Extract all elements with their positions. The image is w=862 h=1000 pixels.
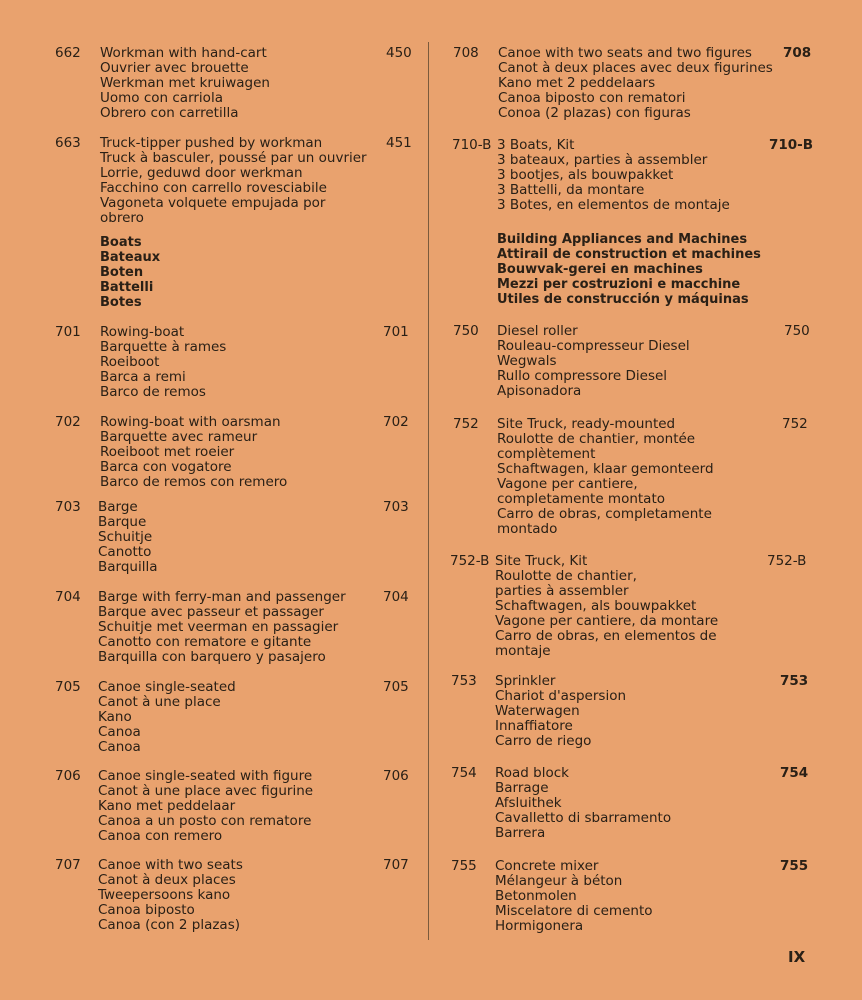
- desc-it: Canoa biposto con rematori: [498, 90, 686, 106]
- desc-fr: Rouleau-compresseur Diesel: [497, 338, 690, 354]
- desc-fr: Barque: [98, 514, 147, 530]
- desc-en: Diesel roller: [497, 323, 578, 339]
- desc-it: Barca con vogatore: [100, 459, 232, 475]
- item-code: 752: [453, 416, 479, 432]
- desc-nl: Schaftwagen, als bouwpakket: [495, 598, 697, 614]
- item-number: 704: [383, 589, 409, 605]
- item-code: 704: [55, 589, 81, 605]
- desc-it: Canoa a un posto con rematore: [98, 813, 312, 829]
- item-number: 703: [383, 499, 409, 515]
- item-descriptions: [497, 417, 714, 537]
- desc-en: Sprinkler: [495, 673, 556, 689]
- desc-en: Site Truck, Kit: [495, 553, 588, 569]
- item-number: 708: [783, 45, 812, 61]
- column-divider: [428, 42, 429, 940]
- item-code: 754: [451, 765, 477, 781]
- item-number: 450: [386, 45, 412, 61]
- item-descriptions: [98, 590, 346, 665]
- desc-nl: Tweepersoons kano: [98, 887, 231, 903]
- item-descriptions: [100, 136, 367, 226]
- desc-en: Canoe with two seats and two figures: [498, 45, 752, 61]
- item-code: 702: [55, 414, 81, 430]
- desc-nl: Kano met peddelaar: [98, 798, 236, 814]
- desc-nl: Kano: [98, 709, 132, 725]
- desc-fr: Chariot d'aspersion: [495, 688, 627, 704]
- desc-es-cont: obrero: [100, 210, 144, 226]
- desc-nl: Schuitje met veerman en passagier: [98, 619, 339, 635]
- item-descriptions: [495, 674, 626, 749]
- section-title-nl: Boten: [100, 265, 144, 280]
- desc-es: Barquilla: [98, 559, 158, 575]
- desc-fr-cont: parties à assembler: [495, 583, 629, 599]
- desc-fr: Roulotte de chantier,: [495, 568, 637, 584]
- item-number: 701: [383, 324, 409, 340]
- desc-it: Facchino con carrello rovesciabile: [100, 180, 327, 196]
- section-title-es: Botes: [100, 295, 142, 310]
- desc-fr: Barquette à rames: [100, 339, 227, 355]
- item-descriptions: [100, 325, 226, 400]
- desc-es: Carro de riego: [495, 733, 592, 749]
- desc-en: Barge with ferry-man and passenger: [98, 589, 346, 605]
- desc-nl: Schuitje: [98, 529, 153, 545]
- desc-nl: Wegwals: [497, 353, 557, 369]
- item-descriptions: [495, 859, 653, 934]
- desc-it: Uomo con carriola: [100, 90, 223, 106]
- desc-it: 3 Battelli, da montare: [497, 182, 645, 198]
- desc-nl: 3 bootjes, als bouwpakket: [497, 167, 674, 183]
- desc-nl: Waterwagen: [495, 703, 580, 719]
- item-code: 705: [55, 679, 81, 695]
- desc-it: Barca a remi: [100, 369, 186, 385]
- desc-fr: 3 bateaux, parties à assembler: [497, 152, 708, 168]
- desc-nl: Roeiboot met roeier: [100, 444, 235, 460]
- desc-es: 3 Botes, en elementos de montaje: [497, 197, 730, 213]
- section-title-en: Building Appliances and Machines: [497, 232, 748, 247]
- desc-fr: Canot à deux places: [98, 872, 236, 888]
- item-descriptions: [100, 415, 287, 490]
- item-number: 451: [386, 135, 412, 151]
- desc-en: Rowing-boat with oarsman: [100, 414, 281, 430]
- item-descriptions: [98, 769, 313, 844]
- desc-es: Obrero con carretilla: [100, 105, 239, 121]
- item-code: 752-B: [450, 553, 490, 569]
- desc-en: Workman with hand-cart: [100, 45, 267, 61]
- desc-it: Miscelatore di cemento: [495, 903, 653, 919]
- desc-es: Conoa (2 plazas) con figuras: [498, 105, 691, 121]
- desc-it: Vagone per cantiere, da montare: [495, 613, 719, 629]
- desc-en: Concrete mixer: [495, 858, 599, 874]
- item-code: 755: [451, 858, 477, 874]
- section-title-en: Boats: [100, 235, 142, 250]
- item-descriptions: [495, 554, 718, 659]
- desc-it: Canotto con rematore e gitante: [98, 634, 312, 650]
- desc-es-cont: montado: [497, 521, 558, 537]
- desc-en: Canoe single-seated: [98, 679, 236, 695]
- desc-en: Canoe with two seats: [98, 857, 243, 873]
- desc-it-cont: completamente montato: [497, 491, 666, 507]
- desc-es: Hormigonera: [495, 918, 584, 934]
- item-number: 710-B: [769, 137, 814, 153]
- desc-it: Vagone per cantiere,: [497, 476, 638, 492]
- item-number: 755: [780, 858, 809, 874]
- desc-it: Canoa: [98, 724, 141, 740]
- section-title-fr: Attirail de construction et machines: [497, 247, 761, 262]
- desc-fr: Barque avec passeur et passager: [98, 604, 324, 620]
- item-code: 662: [55, 45, 81, 61]
- desc-nl: Betonmolen: [495, 888, 577, 904]
- desc-fr: Truck à basculer, poussé par un ouvrier: [100, 150, 367, 166]
- item-code: 707: [55, 857, 81, 873]
- item-descriptions: [98, 858, 243, 933]
- desc-en: Rowing-boat: [100, 324, 185, 340]
- item-code: 753: [451, 673, 477, 689]
- item-descriptions: [98, 680, 236, 755]
- item-descriptions: [495, 766, 671, 841]
- item-code: 701: [55, 324, 81, 340]
- item-number: 754: [780, 765, 809, 781]
- desc-nl: Kano met 2 peddelaars: [498, 75, 656, 91]
- item-code: 663: [55, 135, 81, 151]
- item-number: 752: [782, 416, 808, 432]
- desc-fr: Mélangeur à béton: [495, 873, 623, 889]
- desc-es: Barrera: [495, 825, 546, 841]
- page-number: IX: [788, 948, 806, 966]
- section-building-appliances: [497, 232, 761, 307]
- desc-nl: Schaftwagen, klaar gemonteerd: [497, 461, 714, 477]
- desc-nl: Werkman met kruiwagen: [100, 75, 270, 91]
- desc-it: Rullo compressore Diesel: [497, 368, 668, 384]
- desc-es: Carro de obras, en elementos de: [495, 628, 717, 644]
- desc-es: Barquilla con barquero y pasajero: [98, 649, 326, 665]
- item-descriptions: [100, 46, 270, 121]
- section-title-es: Utiles de construcción y máquinas: [497, 292, 749, 307]
- desc-fr: Roulotte de chantier, montée: [497, 431, 696, 447]
- item-code: 710-B: [452, 137, 492, 153]
- item-number: 705: [383, 679, 409, 695]
- desc-es: Canoa con remero: [98, 828, 223, 844]
- desc-es: Vagoneta volquete empujada por: [100, 195, 326, 211]
- item-number: 702: [383, 414, 409, 430]
- desc-es: Canoa: [98, 739, 141, 755]
- desc-fr-cont: complètement: [497, 446, 596, 462]
- desc-es-cont: montaje: [495, 643, 551, 659]
- item-number: 752-B: [767, 553, 807, 569]
- desc-fr: Canot à deux places avec deux figurines: [498, 60, 773, 76]
- item-code: 706: [55, 768, 81, 784]
- item-number: 753: [780, 673, 809, 689]
- item-code: 750: [453, 323, 479, 339]
- desc-it: Canotto: [98, 544, 152, 560]
- item-number: 750: [784, 323, 810, 339]
- item-descriptions: [98, 500, 158, 575]
- item-number: 707: [383, 857, 409, 873]
- desc-nl: Roeiboot: [100, 354, 160, 370]
- desc-en: Road block: [495, 765, 569, 781]
- desc-nl: Afsluithek: [495, 795, 562, 811]
- desc-fr: Ouvrier avec brouette: [100, 60, 249, 76]
- section-title-fr: Bateaux: [100, 250, 161, 265]
- desc-es: Carro de obras, completamente: [497, 506, 712, 522]
- item-number: 706: [383, 768, 409, 784]
- item-descriptions: [498, 46, 773, 121]
- item-code: 703: [55, 499, 81, 515]
- section-title-nl: Bouwvak-gerei en machines: [497, 262, 703, 277]
- item-code: 708: [453, 45, 479, 61]
- desc-fr: Canot à une place: [98, 694, 221, 710]
- item-descriptions: [497, 138, 730, 213]
- desc-en: 3 Boats, Kit: [497, 137, 575, 153]
- desc-fr: Canot à une place avec figurine: [98, 783, 314, 799]
- desc-en: Site Truck, ready-mounted: [497, 416, 676, 432]
- item-descriptions: [497, 324, 690, 399]
- desc-es: Canoa (con 2 plazas): [98, 917, 241, 933]
- desc-fr: Barquette avec rameur: [100, 429, 258, 445]
- desc-it: Cavalletto di sbarramento: [495, 810, 672, 826]
- desc-en: Truck-tipper pushed by workman: [100, 135, 323, 151]
- section-boats: [100, 235, 160, 310]
- desc-it: Innaffiatore: [495, 718, 573, 734]
- section-title-it: Mezzi per costruzioni e macchine: [497, 277, 741, 292]
- desc-es: Barco de remos: [100, 384, 206, 400]
- desc-es: Barco de remos con remero: [100, 474, 288, 490]
- desc-en: Barge: [98, 499, 138, 515]
- desc-nl: Lorrie, geduwd door werkman: [100, 165, 303, 181]
- desc-fr: Barrage: [495, 780, 549, 796]
- desc-es: Apisonadora: [497, 383, 582, 399]
- desc-it: Canoa biposto: [98, 902, 195, 918]
- desc-en: Canoe single-seated with figure: [98, 768, 313, 784]
- section-title-it: Battelli: [100, 280, 154, 295]
